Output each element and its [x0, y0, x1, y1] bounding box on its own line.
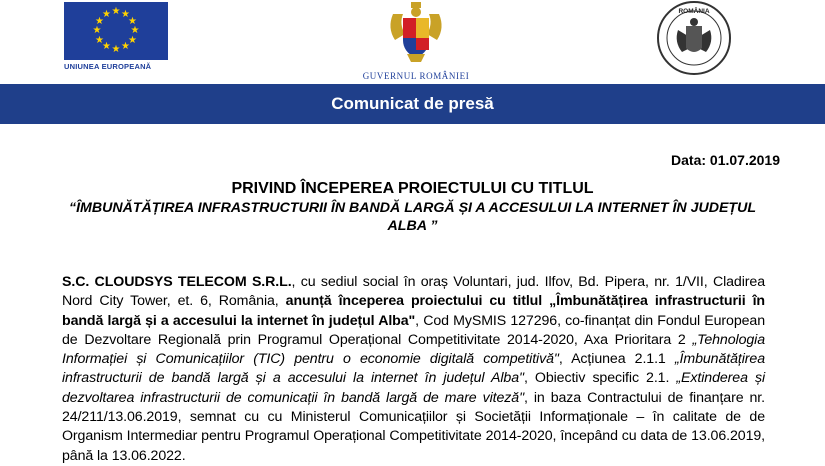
eu-star-icon: ★ [121, 8, 130, 20]
coat-of-arms-icon [385, 0, 447, 64]
project-title: “ÎMBUNĂTĂȚIREA INFRASTRUCTURII ÎN BANDĂ LARGĂ ȘI A ACCESULUI LA INTERNET ÎN JUDEȚUL ALBA ” [68, 200, 757, 234]
project-code-text: , Cod MySMIS 127296, co-finanțat din Fondul European de Dezvoltare Regională prin Programul Operațional Competitivitate 2014-2020, Axa Prioritara 2 [62, 312, 765, 348]
title-line-1: PRIVIND ÎNCEPEREA PROIECTULUI CU TITLUL [231, 180, 594, 197]
eu-caption: UNIUNEA EUROPEANĂ [64, 62, 152, 71]
government-logo [352, 0, 480, 81]
document-title [60, 180, 765, 235]
document-date: Data: 01.07.2019 [671, 152, 780, 168]
announcement-text: anunță începerea proiectului cu titlul „Îmbunătățirea infrastructurii în bandă largă și a accesului la internet în județul Alba" [62, 293, 765, 329]
action-name: „Îmbunătățirea infrastructurii de bandă largă și a accesului la internet în județul Alba" [62, 351, 765, 387]
objective-name: „Extinderea și dezvoltarea infrastructurii de comunicații în bandă largă de mare viteză" [62, 370, 766, 406]
ministry-seal-icon [656, 0, 732, 76]
eu-star-icon: ★ [121, 41, 130, 53]
press-release-banner [0, 84, 825, 124]
eu-star-icon: ★ [127, 34, 137, 46]
eu-star-icon: ★ [102, 41, 111, 53]
eu-star-icon: ★ [127, 15, 137, 27]
company-name: S.C. CLOUDSYS TELECOM S.R.L. [62, 274, 292, 290]
eu-logo [64, 2, 168, 71]
government-caption: GUVERNUL ROMÂNIEI [362, 71, 470, 81]
eu-star-icon: ★ [130, 25, 140, 36]
objective-text: , Obiectiv specific 2.1. [523, 370, 677, 387]
ministry-seal-text: ROMÂNIA [678, 8, 710, 15]
eu-star-icon: ★ [111, 44, 121, 55]
contract-text: , in baza Contractului de finanțare nr. 24/211/13.06.2019, semnat cu cu Ministerul Comunicațiilor și Societății Informaționale – în calitate de de Organism Intermediar pentru Programul Operațional Competitivitate 2014-2020, începând cu data de 13.06.2019, până la 13.06.2022. [62, 389, 765, 464]
eu-star-icon: ★ [102, 8, 111, 20]
axis-name: „Tehnologia Informației și Comunicațiilor (TIC) pentru o economie digitală competitivă" [62, 331, 765, 368]
eu-star-icon: ★ [95, 15, 105, 27]
banner-title: Comunicat de presă [331, 94, 494, 113]
eu-flag-icon [64, 2, 168, 60]
eu-star-icon: ★ [92, 25, 102, 36]
eu-star-icon: ★ [111, 6, 121, 17]
body-paragraph [62, 273, 765, 466]
logo-header [0, 0, 825, 84]
company-address-text: , cu sediul social în oraș Voluntari, jud. Ilfov, Bd. Pipera, nr. 1/VII, Cladirea Nord City Tower, et. 6, România, [62, 274, 765, 310]
action-text: , Acțiunea 2.1.1 [558, 351, 675, 368]
eu-star-icon: ★ [95, 34, 105, 46]
